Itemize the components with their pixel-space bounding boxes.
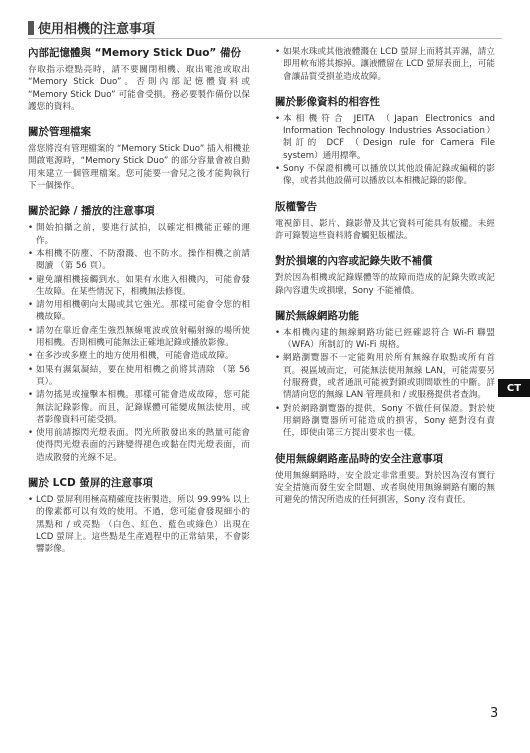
section-heading-copyright: 版權警告: [275, 200, 317, 213]
left-column: [28, 46, 250, 568]
title-divider: [28, 38, 502, 39]
section-heading-wireless-security: 使用無線網路產品時的安全注意事項: [275, 452, 443, 465]
list-item: • 請勿搖晃或撞擊本相機。那樣可能會造成故障，您可能無法記錄影像。而且，記錄媒體可能變成無法使用，或者影像資料可能受損。: [28, 389, 250, 426]
section-text-no-compensation: 對於因為相機或記錄媒體等的故障而造成的記錄失敗或記錄內容遺失或損壞，Sony 不能補償。: [275, 273, 495, 296]
section-heading-recording-playback: 關於記錄 / 播放的注意事項: [28, 205, 155, 218]
section-heading-no-compensation: 對於損壞的內容或記錄失敗不補償: [275, 255, 433, 268]
list-item: • 本相機符合 JEITA （Japan Electronics and Information Technology Industries Association）制訂的 DCF （Design rule for Camera File system）通用標準。: [275, 113, 495, 162]
compatibility-list: [275, 113, 495, 188]
section-heading-lcd: 關於 LCD 螢屏的注意事項: [28, 477, 153, 490]
list-item: • 如果有濕氣凝結，要在使用相機之前將其清除 （第 56 頁）。: [28, 364, 250, 389]
section-text-memory-backup: 存取指示燈點亮時，請不要關閉相機、取出電池或取出 “Memory Stick Duo”。否則內部記憶體資料或 “Memory Stick Duo” 可能會受損。務必要製作備份以保護您的資料。: [28, 65, 250, 112]
list-item: • 請勿用相機朝向太陽或其它強光。那樣可能會令您的相機故障。: [28, 299, 250, 324]
wireless-list: [275, 327, 495, 440]
list-item: • 開始拍攝之前，要進行試拍，以確定相機能正確的運作。: [28, 222, 250, 247]
right-column: [275, 46, 495, 518]
lcd-continued-list: [275, 46, 495, 83]
page-title-text: 使用相機的注意事項: [38, 22, 156, 37]
list-item: • 對於網路瀏覽器的提供，Sony 不做任何保證。對於使用網路瀏覽器所可能造成的損害，Sony 絕對沒有責任，即使由第三方提出要求也一樣。: [275, 403, 495, 440]
section-text-wireless-security: 使用無線網路時，安全設定非常重要。對於因為沒有實行安全措施而發生安全問題、或者與使用無線網路有關的無可避免的情況所造成的任何損害，Sony 沒有責任。: [275, 470, 495, 506]
section-text-management-file: 當您將沒有管理檔案的 “Memory Stick Duo” 插入相機並開啟電源時，“Memory Stick Duo” 的部分容量會被自動用來建立一個管理檔案。您可能要一會兒之後才能夠執行下一個操作。: [28, 144, 250, 192]
page-title: [28, 18, 155, 37]
list-item: • 本相機不防塵、不防潑濺、也不防水。操作相機之前請閱讀 （第 56 頁）。: [28, 248, 250, 273]
section-heading-memory-backup: 內部記憶體與 “Memory Stick Duo” 備份: [28, 47, 241, 59]
list-item: • 網路瀏覽器不一定能夠用於所有無線存取點或所有首頁。視區域而定，可能無法使用無線 LAN，可能需要另付服務費，或者通訊可能被對鎖或則間歇性的中斷。詳情請向您的無線 LAN 管理員和 / 或服務提供者查詢。: [275, 352, 495, 401]
list-item: • 在多沙或多塵土的地方使用相機，可能會造成故障。: [28, 350, 250, 362]
lcd-list: [28, 494, 250, 555]
section-heading-wireless: 關於無線網路功能: [275, 309, 359, 322]
language-tab: CT: [498, 379, 530, 397]
list-item: • 本相機內建的無線網路功能已經確認符合 Wi-Fi 聯盟 （WFA）所制訂的 Wi-Fi 規格。: [275, 327, 495, 352]
list-item: • Sony 不保證相機可以播放以其他設備記錄或編輯的影像，或者其他設備可以播放以本相機記錄的影像。: [275, 163, 495, 188]
page-number: 3: [490, 706, 499, 721]
list-item: • 避免讓相機接觸到水。如果有水進入相機內，可能會發生故障。在某些情況下，相機無法修復。: [28, 274, 250, 299]
list-item: • LCD 螢屏利用極高精確度技術製造，所以 99.99% 以上的像素都可以有效的使用。不過，您可能會發現細小的黑點和 / 或亮點 （白色、紅色、藍色或綠色）出現在 LCD 螢屏上。這些點是生產過程中的正常結果，不會影響影像。: [28, 494, 250, 555]
section-heading-compatibility: 關於影像資料的相容性: [275, 95, 380, 108]
list-item: • 使用前請擦閃光燈表面。閃光所散發出來的熱量可能會使得閃光燈表面的污跡變得褪色或黏在閃光燈表面，而造成散發的光線不足。: [28, 427, 250, 464]
section-heading-management-file: 關於管理檔案: [28, 126, 91, 139]
title-marker: [28, 21, 34, 35]
list-item: • 如果水珠或其他液體濺在 LCD 螢屏上而將其弄濕，請立即用軟布將其擦掉。讓液體留在 LCD 螢屏表面上，可能會讓品質受損並造成故障。: [275, 46, 495, 83]
section-text-copyright: 電視節目、影片、錄影帶及其它資料可能具有版權。未經許可錄製這些資料將會觸犯版權法。: [275, 218, 495, 241]
list-item: • 請勿在靠近會產生強烈無線電波或放射輻射線的場所使用相機。否則相機可能無法正確地記錄或播放影像。: [28, 325, 250, 350]
recording-playback-list: [28, 222, 250, 464]
